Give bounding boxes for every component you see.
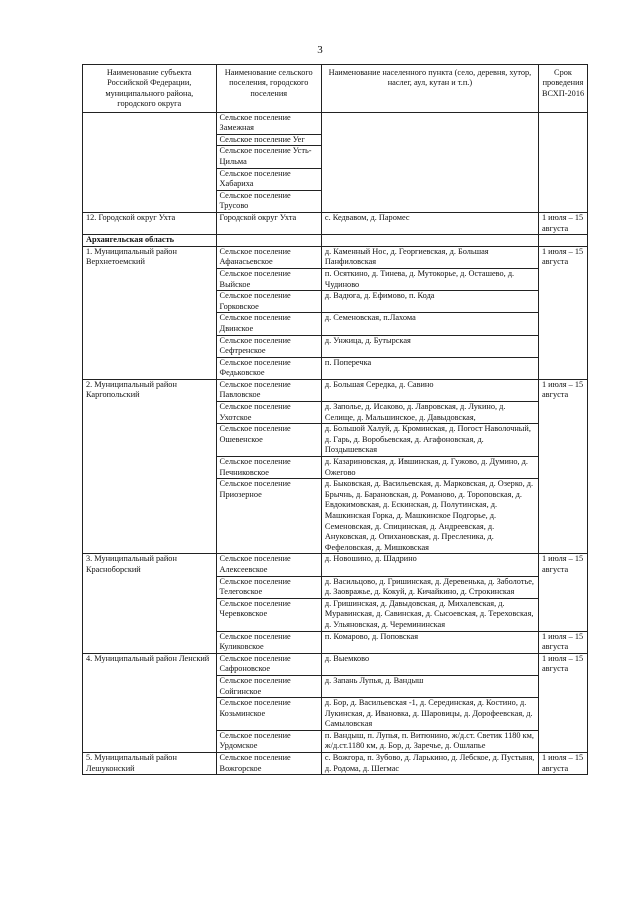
- table-row: [83, 554, 588, 576]
- page-number: 3: [317, 44, 323, 56]
- period-cell: 1 июля – 15 августа: [538, 631, 587, 653]
- localities-cell: п. Вандыш, п. Лупья, п. Витюнино, ж/д.ст. Светик 1180 км, ж/д.ст.1180 км, д. Бор, д. Заречье, д. Ошлапье: [321, 730, 538, 752]
- settlement-cell: Сельское поселение Усть-Цильма: [216, 146, 321, 168]
- region-row: [83, 235, 588, 247]
- localities-cell: д. Семеновская, п.Лахома: [321, 313, 538, 335]
- period-cell: 1 июля – 15 августа: [538, 212, 587, 234]
- period-cell: 1 июля – 15 августа: [538, 379, 587, 554]
- district-cell: 3. Муниципальный район Красноборский: [83, 554, 217, 653]
- region-name: Архангельская область: [83, 235, 217, 247]
- header-localities: Наименование населенного пункта (село, деревня, хутор, наслег, аул, кутан и т.п.): [321, 65, 538, 113]
- localities-cell: п. Осяткино, д. Тинева, д. Мутокорье, д. Осташево, д. Чудиново: [321, 268, 538, 290]
- header-row: [83, 65, 588, 113]
- localities-cell: д. Большой Халуй, д. Кроминская, д. Погост Наволочный, д. Гарь, д. Воробьевская, д. Агафоновская, д. Поздышевская: [321, 424, 538, 457]
- district-cell: 1. Муниципальный район Верхнетоемский: [83, 246, 217, 379]
- district-cell: 12. Городской округ Ухта: [83, 212, 217, 234]
- district-cell: 5. Муниципальный район Лешуконский: [83, 753, 217, 775]
- settlement-cell: Сельское поселение Павловское: [216, 379, 321, 401]
- settlement-cell: Сельское поселение Хабариха: [216, 168, 321, 190]
- localities-cell: с. Кедвавом, д. Паромес: [321, 212, 538, 234]
- settlement-cell: Сельское поселение Замежная: [216, 112, 321, 134]
- period-cell: [538, 112, 587, 212]
- district-cell: 4. Муниципальный район Ленский: [83, 653, 217, 752]
- settlement-cell: Сельское поселение Афанасьевское: [216, 246, 321, 268]
- period-cell: 1 июля – 15 августа: [538, 653, 587, 752]
- localities-cell: д. Унжица, д. Бутырская: [321, 335, 538, 357]
- localities-cell: с. Вожгора, п. Зубово, д. Ларькино, д. Лебское, д. Пустыня, д. Родома, д. Шегмас: [321, 753, 538, 775]
- localities-cell: д. Вадюга, д. Ефимово, п. Кода: [321, 291, 538, 313]
- settlement-cell: Сельское поселение Приозерное: [216, 479, 321, 554]
- table-row: [83, 379, 588, 401]
- settlement-cell: Сельское поселение Вожгорское: [216, 753, 321, 775]
- header-subject: Наименование субъекта Российской Федерации, муниципального района, городского округа: [83, 65, 217, 113]
- localities-cell: п. Поперечка: [321, 357, 538, 379]
- period-cell: 1 июля – 15 августа: [538, 246, 587, 379]
- localities-cell: [321, 112, 538, 212]
- settlement-cell: Сельское поселение Телеговское: [216, 576, 321, 598]
- localities-cell: д. Выемково: [321, 653, 538, 675]
- table-row: [83, 653, 588, 675]
- table-row: [83, 112, 588, 134]
- settlement-cell: Городской округ Ухта: [216, 212, 321, 234]
- settlement-cell: Сельское поселение Печниковское: [216, 457, 321, 479]
- settlement-cell: Сельское поселение Алексеевское: [216, 554, 321, 576]
- settlement-cell: Сельское поселение Ошевенское: [216, 424, 321, 457]
- settlement-cell: Сельское поселение Урдомское: [216, 730, 321, 752]
- settlement-cell: Сельское поселение Федьковское: [216, 357, 321, 379]
- localities-cell: п. Комарово, д. Поповская: [321, 631, 538, 653]
- settlement-cell: Сельское поселение Трусово: [216, 190, 321, 212]
- settlement-cell: Сельское поселение Двинское: [216, 313, 321, 335]
- settlement-cell: Сельское поселение Козьминское: [216, 698, 321, 731]
- localities-cell: д. Заполье, д. Исаково, д. Лавровская, д. Лукино, д. Селище, д. Мальшинское, д. Давыдовская,: [321, 402, 538, 424]
- period-cell: 1 июля – 15 августа: [538, 753, 587, 775]
- localities-cell: д. Быковская, д. Васильевская, д. Марковская, д. Озерко, д. Брычнь, д. Барановская, д. Романово, д. Тороповская, д. Евдокимовская, д. Ескинская, д. Полутинская, д. Машкинская Горка, д. Машкинское Подгорье, д. Семеновская, д. Спицинская, д. Андреевская, д. Ануковская, д. Опихановская, д. Пресленика, д. Фефеловская, д. Мишковская: [321, 479, 538, 554]
- localities-cell: д. Новошино, д. Шадрино: [321, 554, 538, 576]
- empty-cell: [216, 235, 321, 247]
- settlement-cell: Сельское поселение Уег: [216, 134, 321, 146]
- header-settlement: Наименование сельского поселения, городского поселения: [216, 65, 321, 113]
- settlement-cell: Сельское поселение Горковское: [216, 291, 321, 313]
- settlement-cell: Сельское поселение Выйское: [216, 268, 321, 290]
- localities-cell: д. Гришинская, д. Давыдовская, д. Михалевская, д. Муравинская, д. Савинская, д. Сысоевская, д. Тереховская, д. Ульяновская, д. Черемининская: [321, 598, 538, 631]
- census-table: [82, 64, 588, 775]
- localities-cell: д. Казариновская, д. Ившинская, д. Гужово, д. Думино, д. Ожегово: [321, 457, 538, 479]
- table-row: [83, 212, 588, 234]
- period-cell: 1 июля – 15 августа: [538, 554, 587, 631]
- table-row: [83, 753, 588, 775]
- settlement-cell: Сельское поселение Сефтренское: [216, 335, 321, 357]
- localities-cell: д. Васильцово, д. Гришинская, д. Деревенька, д. Заболотье, д. Заовражье, д. Кокуй, д. Кичайкино, д. Строкинская: [321, 576, 538, 598]
- settlement-cell: Сельское поселение Ухотское: [216, 402, 321, 424]
- localities-cell: д. Бор, д. Васильевская -1, д. Серединская, д. Костино, д. Лукинская, д. Ивановка, д. Шаровицы, д. Дорофеевская, д. Самыловская: [321, 698, 538, 731]
- district-cell: [83, 112, 217, 212]
- settlement-cell: Сельское поселение Сойгинское: [216, 675, 321, 697]
- header-period: Срок проведения ВСХП-2016: [538, 65, 587, 113]
- localities-cell: д. Большая Середка, д. Савино: [321, 379, 538, 401]
- localities-cell: д. Каменный Нос, д. Георгиевская, д. Большая Панфиловская: [321, 246, 538, 268]
- district-cell: 2. Муниципальный район Каргопольский: [83, 379, 217, 554]
- settlement-cell: Сельское поселение Куликовское: [216, 631, 321, 653]
- empty-cell: [538, 235, 587, 247]
- settlement-cell: Сельское поселение Сафроновское: [216, 653, 321, 675]
- empty-cell: [321, 235, 538, 247]
- table-row: [83, 246, 588, 268]
- localities-cell: д. Запань Лупья, д. Вандыш: [321, 675, 538, 697]
- settlement-cell: Сельское поселение Черевковское: [216, 598, 321, 631]
